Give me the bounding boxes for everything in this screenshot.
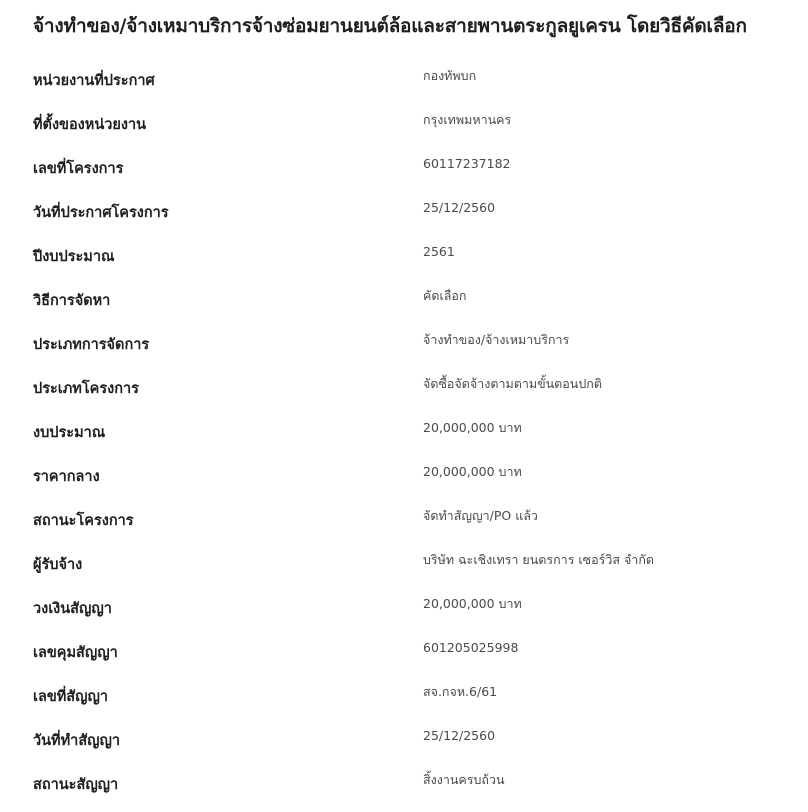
field-label: ราคากลาง — [33, 469, 100, 485]
field-label: ประเภทการจัดการ — [33, 337, 150, 353]
detail-row-contract-control-number — [0, 631, 808, 675]
field-label: วันที่ประกาศโครงการ — [33, 205, 169, 221]
detail-row-procurement-type — [0, 323, 808, 367]
field-value: กรุงเทพมหานคร — [423, 112, 512, 127]
field-value: กองทัพบก — [423, 68, 477, 83]
detail-list — [0, 59, 808, 807]
detail-row-budget — [0, 411, 808, 455]
detail-row-contract-status — [0, 763, 808, 807]
field-label: เลขที่โครงการ — [33, 161, 124, 177]
field-value: 20,000,000 บาท — [423, 464, 522, 479]
field-label: ประเภทโครงการ — [33, 381, 139, 397]
field-label: ที่ตั้งของหน่วยงาน — [33, 117, 146, 133]
detail-row-procurement-method — [0, 279, 808, 323]
field-label: วิธีการจัดหา — [33, 293, 111, 309]
field-label: หน่วยงานที่ประกาศ — [33, 73, 155, 89]
field-value: 60117237182 — [423, 156, 511, 171]
field-label: วันที่ทำสัญญา — [33, 733, 121, 749]
field-value: สจ.กจห.6/61 — [423, 684, 498, 699]
detail-row-fiscal-year — [0, 235, 808, 279]
detail-row-contract-amount — [0, 587, 808, 631]
field-label: ผู้รับจ้าง — [33, 557, 83, 573]
detail-row-contractor — [0, 543, 808, 587]
field-label: งบประมาณ — [33, 425, 106, 441]
field-label: วงเงินสัญญา — [33, 601, 112, 617]
field-value: คัดเลือก — [423, 288, 467, 303]
field-value: 25/12/2560 — [423, 200, 496, 215]
detail-row-announce-date — [0, 191, 808, 235]
detail-row-project-number — [0, 147, 808, 191]
field-label: ปีงบประมาณ — [33, 249, 115, 265]
field-label: เลขคุมสัญญา — [33, 645, 118, 661]
field-value: 601205025998 — [423, 640, 519, 655]
detail-row-project-status — [0, 499, 808, 543]
detail-row-agency — [0, 59, 808, 103]
detail-row-agency-location — [0, 103, 808, 147]
detail-row-contract-date — [0, 719, 808, 763]
field-value: 2561 — [423, 244, 455, 259]
detail-row-contract-number — [0, 675, 808, 719]
field-value: บริษัท ฉะเชิงเทรา ยนตรการ เซอร์วิส จำกัด — [423, 552, 655, 567]
field-label: สถานะโครงการ — [33, 513, 134, 529]
page-title: จ้างทำของ/จ้างเหมาบริการจ้างซ่อมยานยนต์ล้อและสายพานตระกูลยูเครน โดยวิธีคัดเลือก — [33, 15, 747, 37]
field-value: จ้างทำของ/จ้างเหมาบริการ — [423, 332, 570, 347]
field-label: สถานะสัญญา — [33, 777, 119, 793]
field-label: เลขที่สัญญา — [33, 689, 109, 705]
detail-row-median-price — [0, 455, 808, 499]
detail-row-project-type — [0, 367, 808, 411]
field-value: จัดซื้อจัดจ้างตามตามขั้นตอนปกติ — [423, 376, 602, 391]
field-value: สิ้งงานครบถ้วน — [423, 772, 505, 787]
field-value: 25/12/2560 — [423, 728, 496, 743]
field-value: 20,000,000 บาท — [423, 596, 522, 611]
field-value: จัดทำสัญญา/PO แล้ว — [423, 508, 538, 523]
field-value: 20,000,000 บาท — [423, 420, 522, 435]
